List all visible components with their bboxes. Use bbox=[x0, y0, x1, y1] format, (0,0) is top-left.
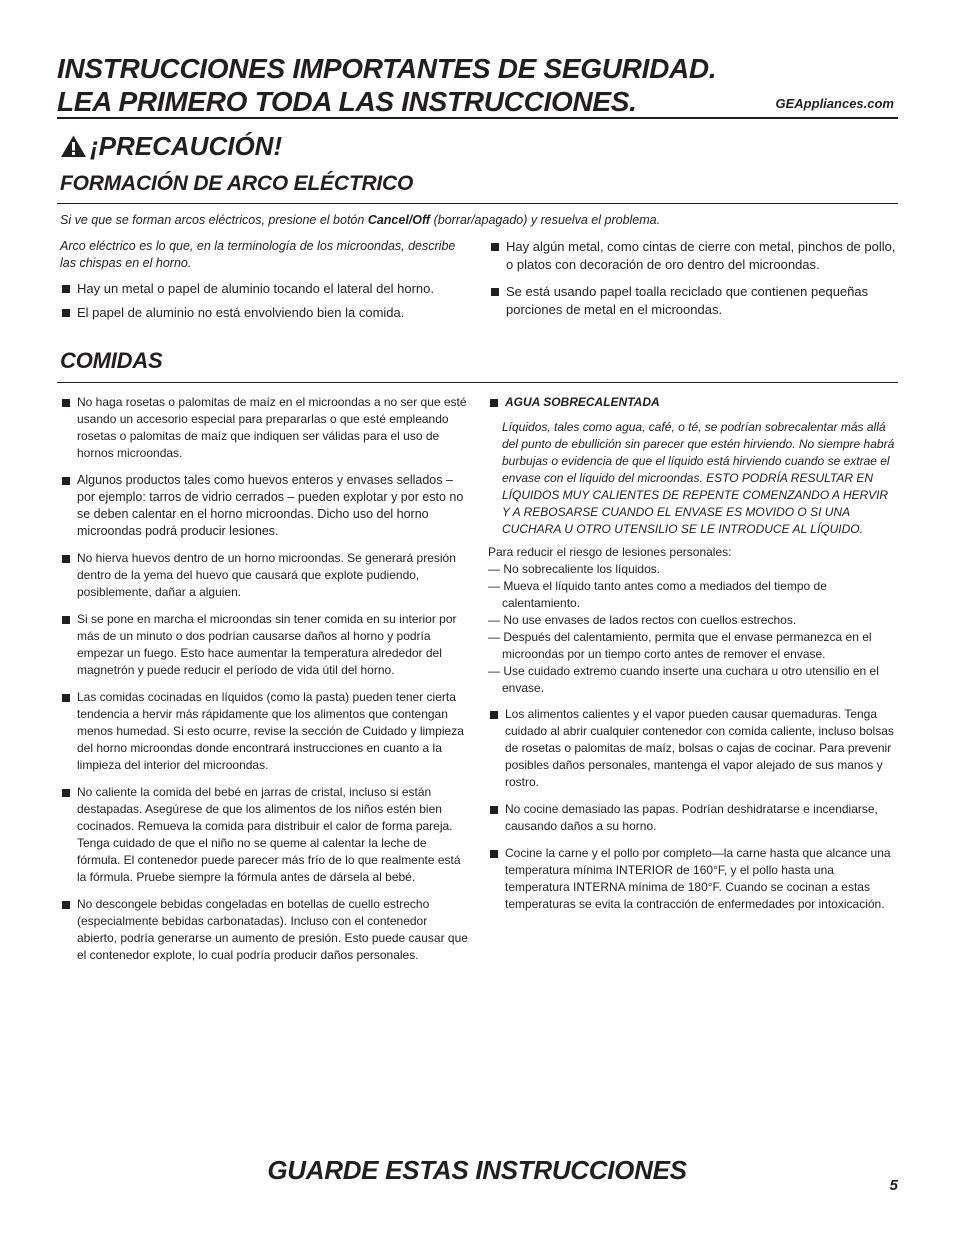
food-section-title: COMIDAS bbox=[60, 348, 163, 373]
list-item: Las comidas cocinadas en líquidos (como la pasta) pueden tener cierta tendencia a hervir más rápidamente que los alimentos que contengan menos humedad. Si esto ocurre, revise la sección de Cuidado y limpieza del horno microondas donde encontrará instrucciones en cuanto a la limpieza del interior del microondas. bbox=[60, 689, 469, 774]
arc-section-rule bbox=[57, 203, 898, 204]
dash-item: — No sobrecaliente los líquidos. bbox=[488, 562, 661, 576]
dash-item: — Use cuidado extremo cuando inserte una cuchara u otro utensilio en el envase. bbox=[488, 664, 879, 695]
list-item: Se está usando papel toalla reciclado que contienen pequeñas porciones de metal en el microondas. bbox=[489, 283, 897, 318]
arc-note bbox=[60, 212, 895, 229]
page-title-line2: LEA PRIMERO TODA LAS INSTRUCCIONES. bbox=[57, 86, 637, 117]
food-right-column bbox=[488, 394, 898, 913]
superheated-water-heading: AGUA SOBRECALENTADA bbox=[488, 394, 898, 411]
list-item: Hay algún metal, como cintas de cierre con metal, pinchos de pollo, o platos con decoración de oro dentro del microondas. bbox=[489, 238, 897, 273]
list-item: No caliente la comida del bebé en jarras de cristal, incluso si están destapadas. Asegúrese de que los alimentos de los niños estén bien cocinados. Remueva la comida para distribuir el calor de forma pareja. Tenga cuidado de que el niño no se queme al calentar la leche de fórmula. El contenedor puede parecer más frío de lo que realmente está la fórmula. Pruebe siempre la fórmula antes de dársela al bebé. bbox=[60, 784, 469, 886]
page-title bbox=[57, 52, 777, 118]
arc-section-title: FORMACIÓN DE ARCO ELÉCTRICO bbox=[60, 172, 414, 195]
food-left-column bbox=[60, 394, 469, 964]
arc-left-column bbox=[60, 238, 470, 321]
arc-note-post: (borrar/apagado) y resuelva el problema. bbox=[430, 213, 661, 227]
superheated-water-text: Líquidos, tales como agua, café, o té, se podrían sobrecalentar más allá del punto de ebullición sin parecer que estén hirviendo. No siempre habrá burbujas o evidencia de que el líquido está hirviendo cuando se extrae el envase con el líquido del microondas. ESTO PODRÍA RESULTAR EN LÍQUIDOS MUY CALIENTES DE REPENTE COMENZANDO A HERVIR Y A REBOSARSE CUANDO EL ENVASE ES MOVIDO O SI UNA CUCHARA U OTRO UTENSILIO SE LE INTRODUCE AL LÍQUIDO. bbox=[502, 420, 895, 536]
reduce-risk-intro: Para reducir el riesgo de lesiones personales: bbox=[488, 545, 732, 559]
header-rule bbox=[57, 117, 898, 119]
list-item: No descongele bebidas congeladas en botellas de cuello estrecho (especialmente bebidas carbonatadas). Incluso con el contenedor abierto, podría generarse un aumento de presión. Esto puede causar que el contenedor explote, lo cual podría producir daños personales. bbox=[60, 896, 469, 964]
dash-item: — No use envases de lados rectos con cuellos estrechos. bbox=[488, 613, 797, 627]
list-item: No haga rosetas o palomitas de maíz en el microondas a no ser que esté usando un accesorio especial para prepararlas o que esté empleando rosetas o palomitas de maíz que indiquen ser válidas para el uso de hornos microondas. bbox=[60, 394, 469, 462]
caution-title: ¡PRECAUCIÓN! bbox=[90, 131, 283, 161]
warning-triangle-icon bbox=[60, 134, 87, 158]
cancel-off-label: Cancel/Off bbox=[367, 213, 431, 227]
arc-intro: Arco eléctrico es lo que, en la terminología de los microondas, describe las chispas en el horno. bbox=[60, 239, 456, 270]
list-item: Cocine la carne y el pollo por completo—la carne hasta que alcance una temperatura mínima INTERIOR de 160°F, y el pollo hasta una temperatura INTERNA mínima de 180°F. Cuando se cocinan a estas temperaturas se evita la contracción de enfermedades por intoxicación. bbox=[488, 845, 898, 913]
dash-item: — Después del calentamiento, permita que el envase permanezca en el microondas por un tiempo corto antes de remover el envase. bbox=[488, 630, 872, 661]
page-title-line1: INSTRUCCIONES IMPORTANTES DE SEGURIDAD. bbox=[57, 53, 717, 84]
arc-note-pre: Si ve que se forman arcos eléctricos, presione el botón bbox=[60, 213, 368, 227]
website-label: GEAppliances.com bbox=[775, 96, 894, 111]
food-section-rule bbox=[57, 382, 898, 383]
list-item: No hierva huevos dentro de un horno microondas. Se generará presión dentro de la yema del huevo que causará que explote pudiendo, posiblemente, dañar a alguien. bbox=[60, 550, 469, 601]
caution-heading bbox=[60, 130, 282, 162]
dash-item: — Mueva el líquido tanto antes como a mediados del tiempo de calentamiento. bbox=[488, 579, 827, 610]
list-item: Hay un metal o papel de aluminio tocando el lateral del horno. bbox=[60, 280, 470, 298]
list-item: Si se pone en marcha el microondas sin tener comida en su interior por más de un minuto o dos podrían causarse daños al horno y podría empezar un fuego. Esto hace aumentar la temperatura alrededor del magnetrón y puede reducir el período de vida útil del horno. bbox=[60, 611, 469, 679]
arc-right-column bbox=[489, 238, 897, 318]
page-number: 5 bbox=[889, 1177, 898, 1194]
list-item: Los alimentos calientes y el vapor pueden causar quemaduras. Tenga cuidado al abrir cualquier contenedor con comida caliente, incluso bolsas de rosetas o palomitas de maíz, bolsas o cajas de cocinar. Para prevenir posibles daños personales, mantenga el vapor alejado de sus manos y rostro. bbox=[488, 706, 898, 791]
list-item: Algunos productos tales como huevos enteros y envases sellados – por ejemplo: tarros de vidrio cerrados – pueden explotar y por esto no se deben calentar en el horno microondas. Dicho uso del horno microondas podrá producir lesiones. bbox=[60, 472, 469, 540]
footer-title: GUARDE ESTAS INSTRUCCIONES bbox=[267, 1155, 687, 1185]
list-item: El papel de aluminio no está envolviendo bien la comida. bbox=[60, 304, 470, 322]
list-item: No cocine demasiado las papas. Podrían deshidratarse e incendiarse, causando daños a su horno. bbox=[488, 801, 898, 835]
